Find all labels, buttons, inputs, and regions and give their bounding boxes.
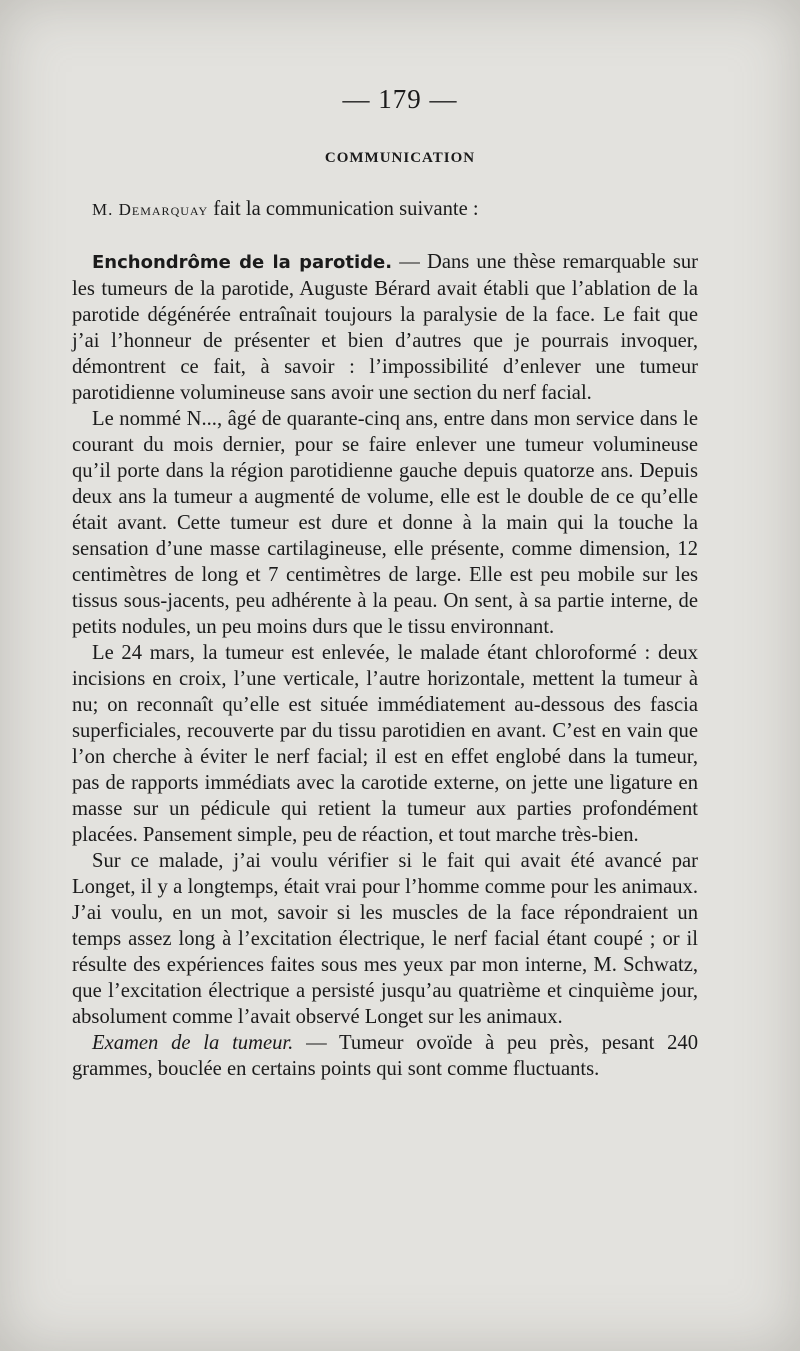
body-text xyxy=(72,196,698,1082)
paragraph-experiment: Sur ce malade, j’ai voulu vérifier si le fait qui avait été avancé par Longet, il y a longtemps, était vrai pour l’homme comme pour les animaux. J’ai voulu, en un mot, savoir si les muscles de la face répondraient un temps assez long à l’excitation électrique, le nerf facial étant coupé ; or il résulte des expériences faites sous mes yeux par mon interne, M. Schwatz, que l’excitation électrique a persisté jusqu’au quatrième et cinquième jour, absolument comme l’avait observé Longet sur les animaux. xyxy=(72,850,698,1028)
intro-paragraph xyxy=(72,196,698,223)
paragraph-operation: Le 24 mars, la tumeur est enlevée, le malade étant chloroformé : deux incisions en croix, l’une verticale, l’autre horizontale, mettent la tumeur à nu; on reconnaît qu’elle est située immédiatement au-dessous des fascia superficiales, recouverte par du tissu parotidien en avant. C’est en vain que l’on cherche à éviter le nerf facial; il est en effet englobé dans la tumeur, pas de rapports immédiats avec la carotide externe, on jette une ligature en masse sur un pédicule qui retient la tumeur aux parties profondément placées. Pansement simple, peu de réaction, et tout marche très-bien. xyxy=(72,642,698,846)
exam-label: Examen de la tumeur. xyxy=(92,1032,294,1054)
exam-text: — Tumeur ovoïde à peu près, pesant 240 grammes, bouclée en certains points qui sont comme fluctuants. xyxy=(72,1032,698,1080)
intro-text: fait la communication suivante : xyxy=(208,198,479,220)
page-number: — 179 — xyxy=(342,84,458,114)
section-text: — Dans une thèse remarquable sur les tumeurs de la parotide, Auguste Bérard avait établi que l’ablation de la parotide dégénérée entraînait toujours la paralysie de la face. Le fait que j’ai l’honneur de présenter et bien d’autres que je pourrais invoquer, démontrent ce fait, à savoir : l’impossibilité d’enlever une tumeur parotidienne volumineuse sans avoir une section du nerf facial. xyxy=(72,251,698,404)
section-paragraph xyxy=(72,249,698,406)
paragraph-patient: Le nommé N..., âgé de quarante-cinq ans, entre dans mon service dans le courant du mois dernier, pour se faire enlever une tumeur volumineuse qu’il porte dans la région parotidienne gauche depuis quatorze ans. Depuis deux ans la tumeur a augmenté de volume, elle est le double de ce qu’elle était avant. Cette tumeur est dure et donne à la main qui la touche la sensation d’une masse cartilagineuse, elle présente, comme dimension, 12 centimètres de long et 7 centimètres de large. Elle est peu mobile sur les tissus sous-jacents, peu adhérente à la peau. On sent, à sa partie interne, de petits nodules, un peu moins durs que le tissu environnant. xyxy=(72,408,698,638)
section-title: Enchondrôme de la parotide. xyxy=(92,252,393,273)
exam-paragraph xyxy=(72,1030,698,1082)
section-heading: COMMUNICATION xyxy=(324,150,476,166)
speaker-name: M. Demarquay xyxy=(92,200,209,219)
